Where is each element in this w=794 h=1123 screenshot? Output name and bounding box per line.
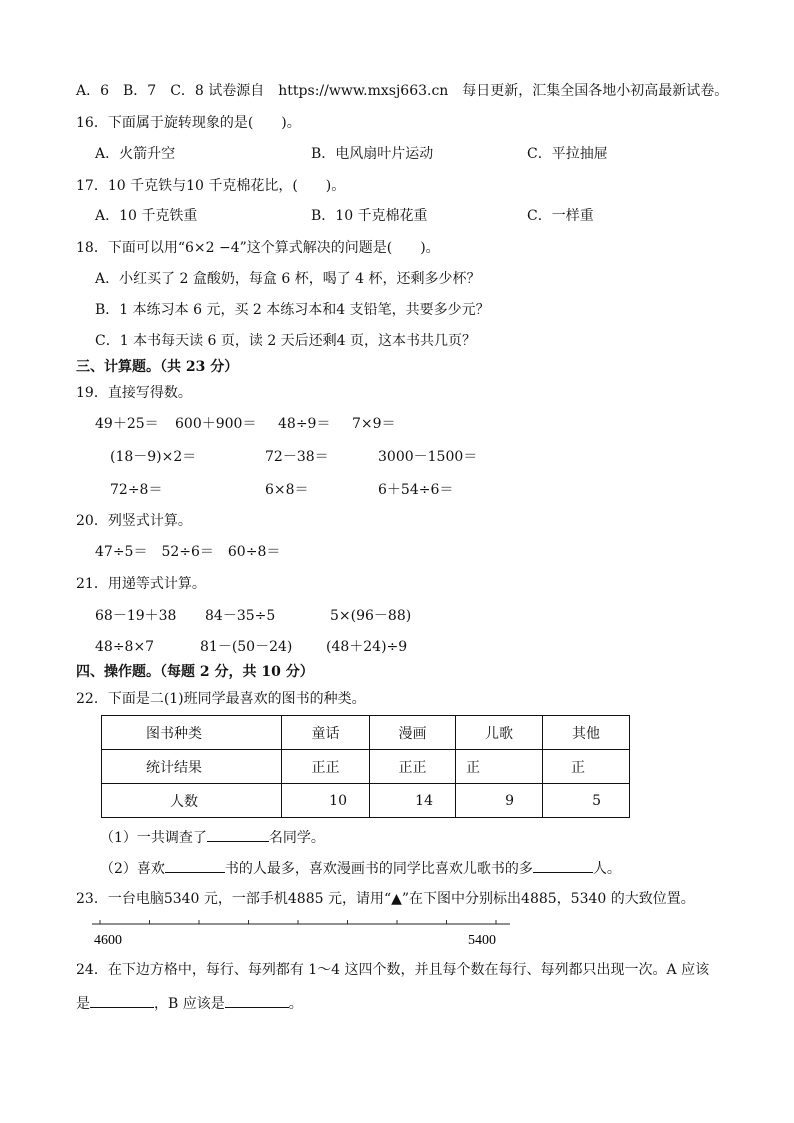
section-4-heading: 四、操作题。（每题 2 分，共 10 分）	[76, 664, 314, 680]
q22-stem: 22．下面是二(1)班同学最喜欢的图书的种类。	[76, 691, 366, 707]
q16-option-c: C．平拉抽屉	[527, 146, 608, 162]
q24-text: 。	[288, 996, 303, 1012]
table-cell: 5	[543, 784, 630, 818]
q18-option-a: A．小红买了 2 盒酸奶，每盒 6 杯，喝了 4 杯，还剩多少杯？	[95, 271, 481, 287]
q19-item: 72－38＝	[265, 449, 329, 465]
q17-option-a: A．10 千克铁重	[95, 208, 198, 224]
q19-item: 6×8＝	[265, 482, 309, 498]
q19-stem: 19．直接写得数。	[76, 385, 192, 401]
q18-option-b: B．1 本练习本 6 元，买 2 本练习本和4 支铅笔，共要多少元？	[95, 302, 490, 318]
q16-option-b: B．电风扇叶片运动	[311, 146, 434, 162]
answer-blank[interactable]	[207, 827, 269, 842]
q22-sub1	[100, 827, 325, 847]
q17-option-c: C．一样重	[527, 208, 594, 224]
q18-stem: 18．下面可以用“6×2 −4”这个算式解决的问题是( )。	[76, 240, 440, 256]
q16-stem: 16．下面属于旋转现象的是( )。	[76, 115, 301, 131]
book-survey-table	[101, 715, 630, 818]
q19-item: 600＋900＝	[175, 416, 257, 432]
q21-item: 68－19＋38	[95, 608, 177, 624]
table-header-cell: 童话	[282, 716, 370, 750]
table-row	[102, 716, 630, 750]
table-header-cell: 图书种类	[102, 716, 282, 750]
table-cell: 正正	[370, 750, 456, 784]
q19-item: 6＋54÷6＝	[378, 482, 454, 498]
q19-item: 7×9＝	[352, 416, 396, 432]
table-row	[102, 750, 630, 784]
number-line-start-label: 4600	[94, 933, 122, 948]
q21-item: 5×(96－88)	[330, 608, 412, 624]
q21-stem: 21．用递等式计算。	[76, 576, 206, 592]
q15-options: A．6 B．7 C．8 试卷源自 https://www.mxsj663.cn 每日更新，汇集全国各地小初高最新试卷。	[76, 83, 729, 99]
table-cell: 正正	[282, 750, 370, 784]
q23-stem: 23．一台电脑5340 元，一部手机4885 元，请用“▲”在下图中分别标出4885，5340 的大致位置。	[76, 891, 695, 907]
number-line[interactable]	[92, 918, 510, 948]
answer-blank[interactable]	[533, 858, 593, 873]
table-cell: 人数	[102, 784, 282, 818]
q19-item: 72÷8＝	[110, 482, 163, 498]
q17-stem: 17．10 千克铁与10 千克棉花比，( )。	[76, 178, 346, 194]
q16-option-a: A．火箭升空	[95, 146, 176, 162]
q22-sub1-text: （1）一共调查了	[100, 830, 207, 846]
q24-stem: 24．在下边方格中，每行、每列都有 1～4 这四个数，并且每个数在每行、每列都只出现一次。A 应该	[76, 962, 710, 978]
section-3-heading: 三、计算题。（共 23 分）	[76, 359, 239, 375]
q22-sub1-text: 名同学。	[268, 830, 325, 846]
table-cell: 正	[543, 750, 630, 784]
q19-item: 3000－1500＝	[378, 449, 478, 465]
table-header-cell: 儿歌	[456, 716, 543, 750]
q20-items: 47÷5＝ 52÷6＝ 60÷8＝	[95, 544, 281, 560]
q22-sub2-text: （2）喜欢	[100, 861, 165, 877]
q22-sub2-text: 人。	[592, 861, 621, 877]
q22-sub2	[100, 858, 621, 878]
table-cell: 正	[456, 750, 543, 784]
table-header-cell: 其他	[543, 716, 630, 750]
q19-item: (18－9)×2＝	[110, 449, 197, 465]
table-row	[102, 784, 630, 818]
number-line-end-label: 5400	[468, 933, 496, 948]
q19-item: 48÷9＝	[278, 416, 331, 432]
q21-item: 48÷8×7	[95, 639, 155, 655]
q17-option-b: B．10 千克棉花重	[311, 208, 428, 224]
q24-text: 是	[76, 996, 90, 1012]
q20-stem: 20．列竖式计算。	[76, 513, 192, 529]
table-header-cell: 漫画	[370, 716, 456, 750]
q21-item: (48＋24)÷9	[326, 639, 408, 655]
q21-item: 84－35÷5	[205, 608, 276, 624]
answer-blank[interactable]	[165, 858, 225, 873]
q24-line2	[76, 993, 303, 1013]
q24-text: ，B 应该是	[154, 996, 225, 1012]
q22-sub2-text: 书的人最多，喜欢漫画书的同学比喜欢儿歌书的多	[224, 861, 533, 877]
table-cell: 统计结果	[102, 750, 282, 784]
number-line-ticks	[100, 920, 496, 924]
q19-item: 49＋25＝	[95, 416, 159, 432]
q21-item: 81－(50－24)	[200, 639, 293, 655]
answer-blank-b[interactable]	[225, 993, 289, 1008]
table-cell: 10	[282, 784, 370, 818]
table-cell: 14	[370, 784, 456, 818]
q18-option-c: C．1 本书每天读 6 页，读 2 天后还剩4 页，这本书共几页？	[95, 333, 477, 349]
table-cell: 9	[456, 784, 543, 818]
answer-blank-a[interactable]	[90, 993, 154, 1008]
